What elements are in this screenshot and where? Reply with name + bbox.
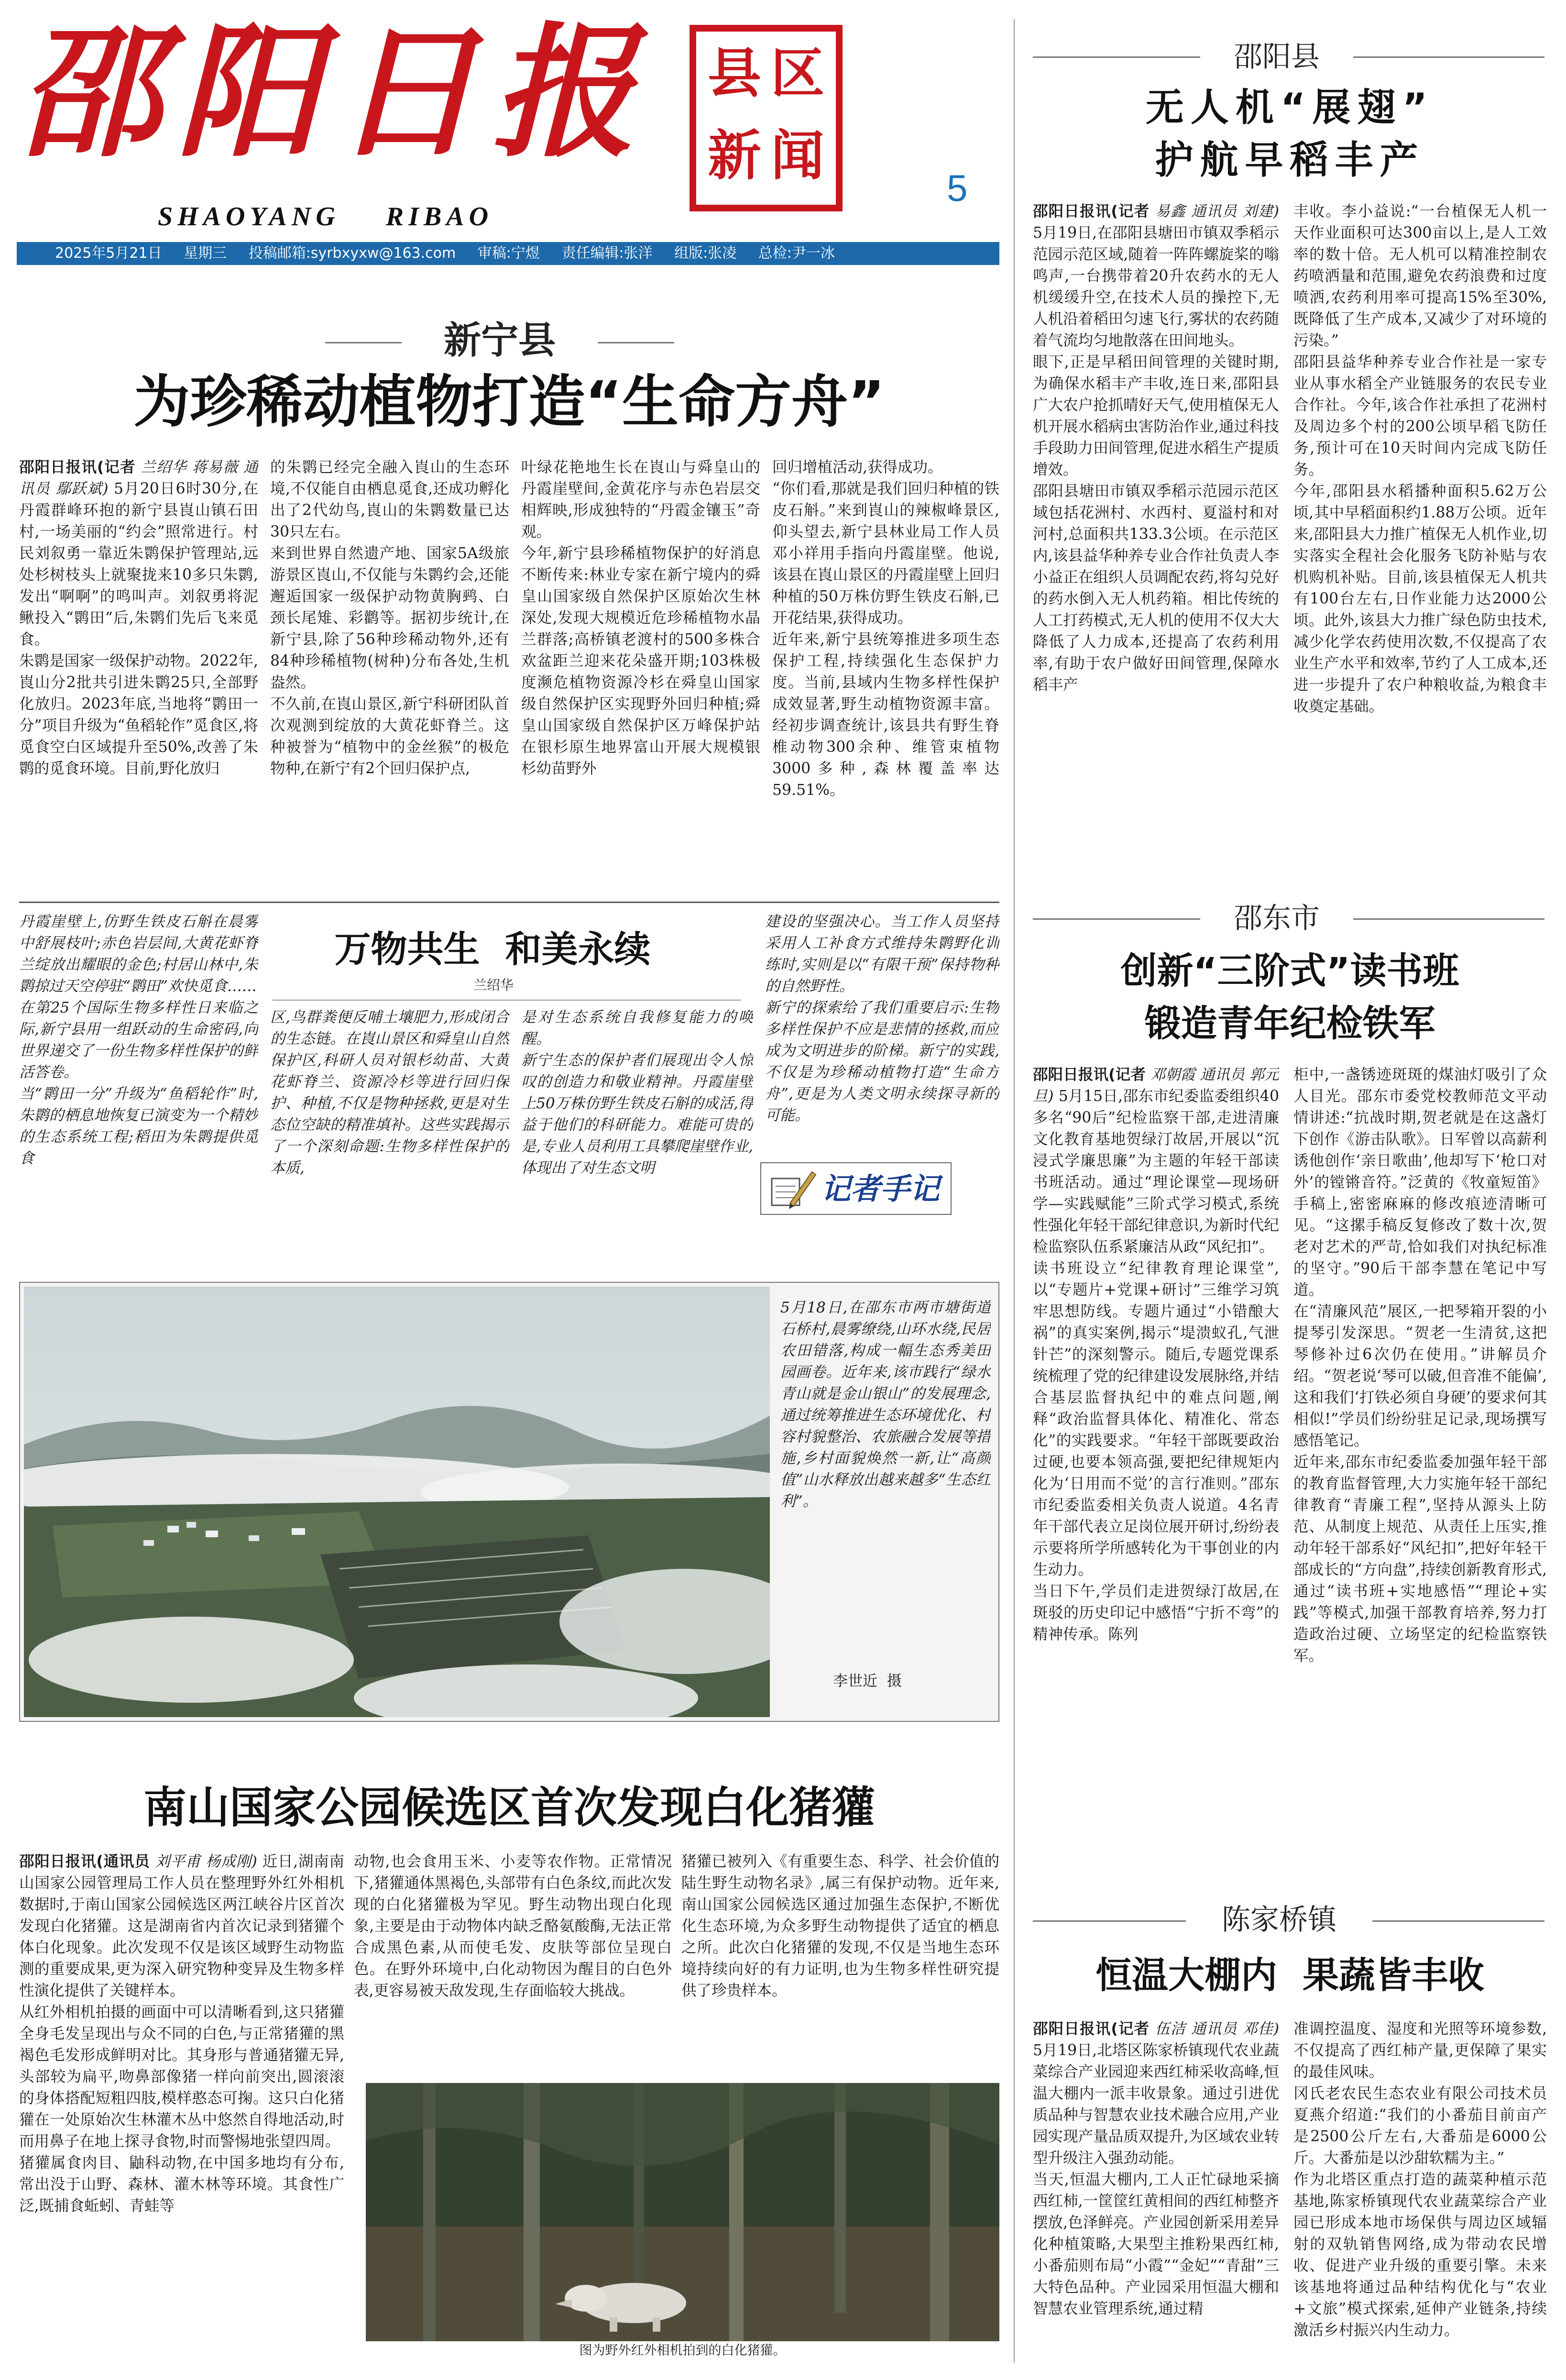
article1-kicker: 新宁县 <box>443 319 556 362</box>
newspaper-logo: 邵阳日报 <box>18 10 649 176</box>
photo-white-badger <box>366 2083 999 2341</box>
reporter-notes-label: 记者手记 <box>821 1171 940 1206</box>
article2-headline: 南山国家公园候选区首次发现白化猪獾 <box>143 1783 875 1833</box>
reviewer: 审稿:宁煜 <box>477 245 540 262</box>
article1-byline-lead: 邵阳日报讯(记者 <box>19 459 136 476</box>
photo-badger-caption: 图为野外红外相机拍到的白化猪獾。 <box>366 2341 999 2360</box>
essay-col-3: 是对生态系统自我修复能力的唤醒。 新宁生态的保护者们展现出令人惊叹的创造力和敬业精神。丹霞崖壁上50万株仿野生铁皮石斛的成活,得益于他们的科研能力。难能可贵的是,专业人员利用工具攀爬崖壁作业,体现出了对生态文明 <box>521 1009 753 1177</box>
essay-col-4: 建设的坚强决心。当工作人员坚持采用人工补食方式维持朱鹮野化训练时,实则是以“有限干预”保持物种的自然野性。 新宁的探索给了我们重要启示:生物多样性保护不应是悲情的拯救,而应成为文明进步的阶梯。新宁的实践,不仅是为珍稀动植物打造“生命方舟”,更是为人类文明永续探寻新的可能。 <box>765 913 999 1124</box>
right2-col-2: 柜中,一盏锈迹斑斑的煤油灯吸引了众人目光。邵东市委党校教师范文平动情讲述:“抗战时期,贺老就是在这盏灯下创作《游击队歌》。日军曾以高薪利诱他创作‘亲日歌曲’,他却写下‘枪口对外’的镗锵音符。”泛黄的《牧童短笛》手稿上,密密麻麻的修改痕迹清晰可见。“这摞手稿反复修改了数十次,贺老对艺术的严苛,恰如我们对执纪标准的坚守。”90后干部李慧在笔记中写道。 在“清廉风范”展区,一把琴箱开裂的小提琴引发深思。“贺老一生清贫,这把琴修补过6次仍在使用。”讲解员介绍。“贺老说‘琴可以破,但音准不能偏’,这和我们‘打铁必须自身硬’的要求何其相似!”学员们纷纷驻足记录,现场撰写感悟笔记。 近年来,邵东市纪委监委加强年轻干部的教育监督管理,大力实施年轻干部纪律教育“青廉工程”,坚持从源头上防范、从制度上规范、从责任上压实,推动年轻干部系好“风纪扣”,把好年轻干部成长的“方向盘”,持续创新教育形式,通过“读书班+实地感悟”“理论+实践”等模式,加强干部教育培养,努力打造政治过硬、立场坚定的纪检监察铁军。 <box>1293 1066 1547 1664</box>
right2-kicker-line-left <box>1033 918 1200 920</box>
right3-byline-people: 伍洁 通讯员 邓佳) <box>1155 2020 1279 2038</box>
seal-char-1: 县 <box>708 43 761 105</box>
article2-col-1 <box>19 1851 344 2358</box>
page-number: 5 <box>947 167 968 209</box>
essay-col-2: 区,鸟群粪便反哺土壤肥力,形成闭合的生态链。在崀山景区和舜皇山自然保护区,科研人员对银杉幼苗、大黄花虾脊兰、资源冷杉等进行回归保护、种植,不仅是物种拯救,更是对生态位空缺的精准填补。这些实践揭示了一个深刻命题:生物多样性保护的本质, <box>270 1009 509 1177</box>
right1-byline-people: 易鑫 通讯员 刘建) <box>1155 203 1279 220</box>
right1-col-1-text: 5月19日,在邵阳县塘田市镇双季稻示范园示范区域,随着一阵阵螺旋桨的嗡鸣声,一台携带着20升农药水的无人机缓缓升空,在技术人员的操控下,无人机沿着稻田匀速飞行,雾状的农药随着气流均匀地散落在田间地头。 眼下,正是早稻田间管理的关键时期,为确保水稻丰产丰收,连日来,邵阳县广大农户抢抓晴好天气,使用植保无人机开展水稻病虫害防治作业,通过科技手段助力田间管理,促进水稻生产提质增效。 邵阳县塘田市镇双季稻示范园示范区域包括花洲村、水西村、夏溢村和对河村,总面积共133.3公顷。在示范区内,该县益华种养专业合作社负责人李小益正在组织人员调配农药,将勾兑好的药水倒入无人机药箱。相比传统的人工打药模式,无人机的使用不仅大大降低了人力成本,还提高了农药利用率,有助于农户做好田间管理,保障水稻丰产 <box>1033 224 1279 694</box>
photo-misty-village <box>24 1287 770 1717</box>
right3-headline: 恒温大棚内 果蔬皆丰收 <box>1095 1954 1484 1996</box>
right2-col-1 <box>1033 1064 1279 1868</box>
right1-kicker-line-right <box>1353 56 1544 58</box>
photo-village-frame <box>19 1282 999 1722</box>
seal-char-4: 闻 <box>771 125 824 187</box>
right1-col-2: 丰收。李小益说:“一台植保无人机一天作业面积可达300亩以上,是人工效率的数十倍。无人机可以精准控制农药喷洒量和范围,避免农药浪费和过度喷洒,农药利用率可提高15%至30%,既降低了生产成本,又减少了对环境的污染。” 邵阳县益华种养专业合作社是一家专业从事水稻全产业链服务的农民专业合作社。今年,该合作社承担了花洲村及周边多个村的200公顷早稻飞防任务,预计可在10天时间内完成飞防任务。 今年,邵阳县水稻播种面积5.62万公顷,其中早稻面积约1.88万公顷。近年来,邵阳县大力推广植保无人机作业,切实落实全程社会化服务飞防补贴与农机购机补贴。目前,该县植保无人机共有100台左右,日作业能力达2000公顷。此外,该县大力推广绿色防虫技术,减少化学农药使用次数,不仅提高了农业生产水平和效率,节约了人工成本,还进一步提升了农户种粮收益,为粮食丰收奠定基础。 <box>1293 203 1547 715</box>
right1-kicker-line-left <box>1033 56 1200 58</box>
county-news-seal <box>690 25 843 211</box>
right3-byline-lead: 邵阳日报讯(记者 <box>1033 2020 1150 2038</box>
notebook-pen-icon <box>766 1165 819 1213</box>
final-checker: 总检:尹一冰 <box>758 245 835 262</box>
right3-kicker: 陈家桥镇 <box>1222 1903 1336 1937</box>
article2-col-3: 猪獾已被列入《有重要生态、科学、社会价值的陆生野生动物名录》,属三有保护动物。近年来,南山国家公园候选区通过加强生态保护,不断优化生态环境,为众多野生动物提供了适宜的栖息之所。此次白化猪獾的发现,不仅是当地生态环境持续向好的有力证明,也为生物多样性研究提供了珍贵样本。 <box>681 1853 999 1999</box>
seal-char-3: 新 <box>708 125 761 187</box>
photo-village-credit: 李世近 摄 <box>833 1673 902 1690</box>
article1-col-1 <box>19 457 258 897</box>
newspaper-pinyin: SHAOYANG RIBAO <box>158 202 493 231</box>
issue-weekday: 星期三 <box>184 245 227 262</box>
article1-col-2: 的朱鹮已经完全融入崀山的生态环境,不仅能自由栖息觅食,还成功孵化出了2代幼鸟,崀山的朱鹮数量已达30只左右。 来到世界自然遗产地、国家5A级旅游景区崀山,不仅能与朱鹮约会,还能邂逅国家一级保护动物黄胸鹀、白颈长尾雉、彩鹳等。据初步统计,在新宁县,除了56种珍稀动物外,还有84种珍稀植物(树种)分布各处,生机盎然。 不久前,在崀山景区,新宁科研团队首次观测到绽放的大黄花虾脊兰。这种被誉为“植物中的金丝猴”的极危物种,在新宁有2个回归保护点, <box>270 459 509 777</box>
right2-headline-2: 锻造青年纪检铁军 <box>1144 1002 1435 1045</box>
right2-byline-lead: 邵阳日报讯(记者 <box>1033 1066 1146 1083</box>
right2-kicker-line-right <box>1353 918 1544 920</box>
photo-village-caption: 5月18日,在邵东市两市塘街道石桥村,晨雾缭绕,山环水绕,民居农田错落,构成一幅生态秀美田园画卷。近年来,该市践行“绿水青山就是金山银山”的发展理念,通过统筹推进生态环境优化、村容村貌整治、农旅融合发展等措施,乡村面貌焕然一新,让“高颜值”山水释放出越来越多“生态红利”。 <box>780 1299 991 1510</box>
layout-editor: 组版:张凌 <box>674 245 737 262</box>
article1-kicker-line-right <box>598 342 674 343</box>
essay-author: 兰绍华 <box>473 977 514 993</box>
submission-email: 投稿邮箱:syrbxyxw@163.com <box>248 245 456 262</box>
article1-byline-people: 兰绍华 蒋易薇 通讯员 鄢跃斌) <box>19 459 258 497</box>
article1-bottom-rule <box>19 902 999 903</box>
article2-byline-people: 刘平甫 杨成刚) <box>155 1853 257 1870</box>
essay-title-rule <box>273 1000 741 1001</box>
article2-col-2: 动物,也会食用玉米、小麦等农作物。正常情况下,猪獾通体黑褐色,头部带有白色条纹,而此次发现的白化猪獾极为罕见。野生动物出现白化现象,主要是由于动物体内缺乏酪氨酸酶,无法正常合成黑色素,从而使毛发、皮肤等部位呈现白色。在野外环境中,白化动物因为醒目的白色外表,更容易被天敌发现,生存面临较大挑战。 <box>354 1853 672 1999</box>
article2-col-1-text: 近日,湖南南山国家公园管理局工作人员在整理野外红外相机数据时,于南山国家公园候选区两江峡谷片区首次发现白化猪獾。这是湖南省内首次记录到猪獾个体白化现象。此次发现不仅是该区域野生动物监测的重要成果,更为深入研究物种变异及生物多样性演化提供了关键样本。 从红外相机拍摄的画面中可以清晰看到,这只猪獾全身毛发呈现出与众不同的白色,与正常猪獾的黑褐色毛发形成鲜明对比。其身形与普通猪獾无异,头部较为扁平,吻鼻部像猪一样向前突出,圆滚滚的身体搭配短粗四肢,模样憨态可掬。这只白化猪獾在一处原始次生林灌木丛中悠然自得地活动,时而用鼻子在地上探寻食物,时而警惕地张望四周。 猪獾属食肉目、鼬科动物,在中国多地均有分布,常出没于山野、森林、灌木林等环境。其食性广泛,既捕食蚯蚓、青蛙等 <box>19 1853 344 2215</box>
right1-col-1 <box>1033 201 1279 856</box>
seal-char-2: 区 <box>771 43 824 105</box>
essay-headline: 万物共生 和美永续 <box>334 928 651 970</box>
right2-headline-1: 创新“三阶式”读书班 <box>1120 949 1459 992</box>
reporter-notes-badge <box>760 1162 952 1215</box>
right3-col-2: 准调控温度、湿度和光照等环境参数,不仅提高了西红柿产量,更保障了果实的最佳风味。 冈氏老农民生态农业有限公司技术员夏燕介绍道:“我们的小番茄目前亩产是2500公斤左右,大番茄是6000公斤。大番茄是以沙甜软糯为主。” 作为北塔区重点打造的蔬菜种植示范基地,陈家桥镇现代农业蔬菜综合产业园已形成本地市场保供与周边区域辐射的双轨销售网络,成为带动农民增收、促进产业升级的重要引擎。未来该基地将通过品种结构优化与“农业+文旅”模式探索,延伸产业链条,持续激活乡村振兴内生动力。 <box>1293 2020 1547 2339</box>
right2-kicker: 邵东市 <box>1234 902 1320 935</box>
article1-col-3: 叶绿花艳地生长在崀山与舜皇山的丹霞崖壁间,金黄花序与赤色岩层交相辉映,形成独特的“丹霞金镶玉”奇观。 今年,新宁县珍稀植物保护的好消息不断传来:林业专家在新宁境内的舜皇山国家级自然保护区原始次生林深处,发现大规模近危珍稀植物水晶兰群落;高桥镇老渡村的500多株合欢盆距兰迎来花朵盛开期;103株极度濒危植物资源冷杉在舜皇山国家级自然保护区实现野外回归种植;舜皇山国家级自然保护区万峰保护站在银杉原生地界富山开展大规模银杉幼苗野外 <box>521 459 760 777</box>
right2-byline-people: 邓朝霞 通讯员 郭元旦) <box>1033 1066 1279 1105</box>
right1-byline-lead: 邵阳日报讯(记者 <box>1033 203 1150 220</box>
right1-headline-2: 护航早稻丰产 <box>1155 138 1425 182</box>
right3-kicker-line-left <box>1033 1920 1186 1922</box>
article1-col-1-text: 5月20日6时30分,在丹霞群峰环抱的新宁县崀山镇石田村,一场美丽的“约会”照常进行。村民刘叙勇一靠近朱鹮保护管理站,远处杉树枝头上就聚拢来10多只朱鹮,发出“啊啊”的鸣叫声。刘叙勇将泥鳅投入“鹮田”后,朱鹮们先后飞来觅食。 朱鹮是国家一级保护动物。2022年,崀山分2批共引进朱鹮25只,全部野化放归。2023年底,当地将“鹮田一分”项目升级为“鱼稻轮作”觅食区,将觅食空白区域提升至50%,改善了朱鹮的觅食环境。目前,野化放归 <box>19 480 258 777</box>
right3-col-1-text: 5月19日,北塔区陈家桥镇现代农业蔬菜综合产业园迎来西红柿采收高峰,恒温大棚内一派丰收景象。通过引进优质品种与智慧农业技术融合应用,产业园实现产量品质双提升,为区域农业转型升级注入强劲动能。 当天,恒温大棚内,工人正忙碌地采摘西红柿,一筐筐红黄相间的西红柿整齐摆放,色泽鲜亮。产业园创新采用差异化种植策略,大果型主推粉果西红柿,小番茄则布局“小霞”“金妃”“青甜”三大特色品种。产业园采用恒温大棚和智慧农业管理系统,通过精 <box>1033 2042 1279 2317</box>
right3-col-1 <box>1033 2018 1279 2368</box>
essay-col-1: 丹霞崖壁上,仿野生铁皮石斛在晨雾中舒展枝叶;赤色岩层间,大黄花虾脊兰绽放出耀眼的金色;村居山林中,朱鹮掠过天空停驻“鹮田”欢快觅食…… 在第25个国际生物多样性日来临之际,新宁县用一组跃动的生命密码,向世界递交了一份生物多样性保护的鲜活答卷。 当“鹮田一分”升级为“鱼稻轮作”时,朱鹮的栖息地恢复已演变为一个精妙的生态系统工程;稻田为朱鹮提供觅食 <box>19 913 258 1167</box>
issue-date: 2025年5月21日 <box>55 245 162 262</box>
article1-kicker-line-left <box>325 342 402 343</box>
responsible-editor: 责任编辑:张洋 <box>561 245 653 262</box>
photo-badger-frame <box>366 2083 999 2358</box>
right1-kicker: 邵阳县 <box>1234 40 1320 74</box>
right1-headline-1: 无人机“展翅” <box>1145 85 1435 130</box>
column-divider <box>1014 19 1015 2363</box>
dateline-bar <box>17 242 999 265</box>
right2-col-1-text: 5月15日,邵东市纪委监委组织40多名“90后”纪检监察干部,走进清廉文化教育基地贺绿汀故居,开展以“沉浸式学廉思廉”为主题的年轻干部读书班活动。通过“理论课堂—现场研学—实践赋能”三阶式学习模式,系统性强化年轻干部纪律意识,为新时代纪检监察队伍系紧廉洁从政“风纪扣”。 读书班设立“纪律教育理论课堂”,以“专题片+党课+研讨”三维学习筑牢思想防线。专题片通过“小错酿大祸”的真实案例,揭示“堤溃蚁孔,气泄针芒”的深刻警示。随后,专题党课系统梳理了党的纪律建设发展脉络,并结合基层监督执纪中的难点问题,阐释“政治监督具体化、精准化、常态化”的实践要求。“年轻干部既要政治过硬,也要本领高强,要把纪律规矩内化为‘日用而不觉’的言行准则。”邵东市纪委监委相关负责人说道。4名青年干部代表立足岗位展开研讨,纷纷表示要将所学所感转化为干事创业的内生动力。 当日下午,学员们走进贺绿汀故居,在斑驳的历史印记中感悟“宁折不弯”的精神传承。陈列 <box>1033 1088 1279 1643</box>
article1-headline: 为珍稀动植物打造“生命方舟” <box>133 369 885 435</box>
article2-byline-lead: 邵阳日报讯(通讯员 <box>19 1853 150 1870</box>
article1-col-4: 回归增植活动,获得成功。 “你们看,那就是我们回归种植的铁皮石斛。”来到崀山的辣椒峰景区,仰头望去,新宁县林业局工作人员邓小祥用手指向丹霞崖壁。他说,该县在崀山景区的丹霞崖壁上回归种植的50万株仿野生铁皮石斛,已开花结果,获得成功。 近年来,新宁县统筹推进多项生态保护工程,持续强化生态保护力度。当前,县域内生物多样性保护成效显著,野生动植物资源丰富。经初步调查统计,该县共有野生脊椎动物300余种、维管束植物3000多种,森林覆盖率达59.51%。 <box>772 459 999 799</box>
right3-kicker-line-right <box>1372 1920 1544 1922</box>
